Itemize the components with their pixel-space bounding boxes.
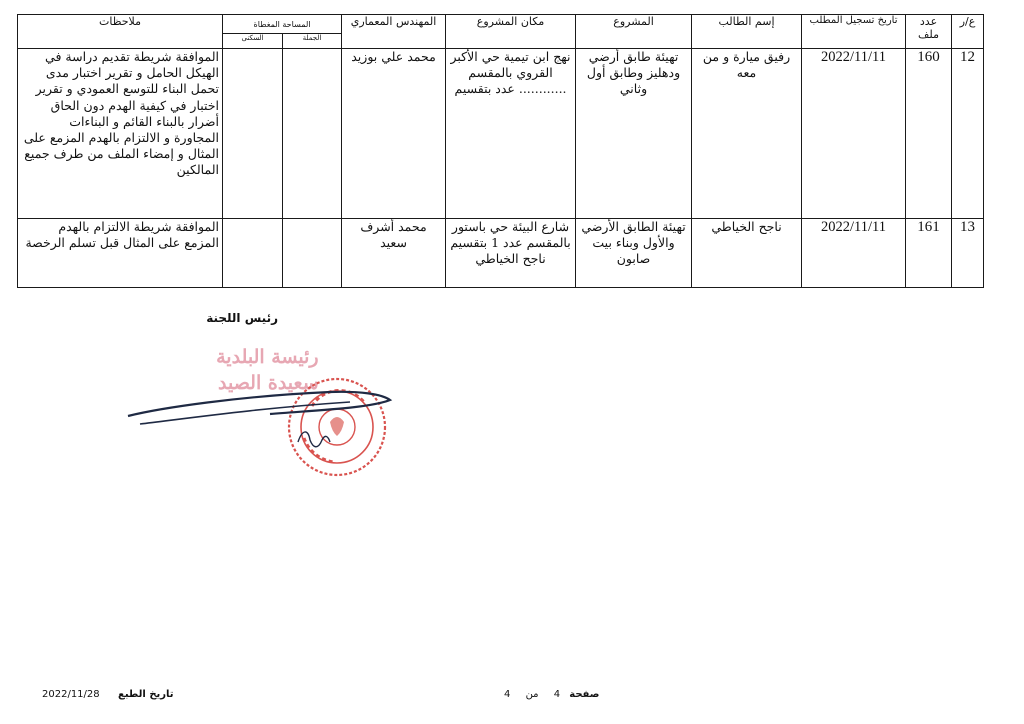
print-date-label: تاريخ الطبع [118, 689, 174, 700]
stamp-line-title: رئيسة البلدية [216, 346, 319, 368]
row-location: نهج ابن تيمية حي الأكبر القروي بالمقسم ............ عدد بتقسيم [446, 49, 576, 219]
row-date: 2022/11/11 [802, 219, 906, 288]
page-indicator [498, 689, 607, 700]
page-label: صفحة [569, 689, 600, 700]
page-of: من [525, 689, 539, 700]
row-num: 12 [952, 49, 984, 219]
row-applicant: رفيق ميارة و من معه [692, 49, 802, 219]
row-area-residential [223, 49, 283, 219]
row-applicant: ناجح الخياطي [692, 219, 802, 288]
header-architect: المهندس المعماري [342, 15, 446, 49]
header-location: مكان المشروع [446, 15, 576, 49]
row-notes: الموافقة شريطة تقديم دراسة في الهيكل الحامل و تقرير اختبار مدى تحمل البناء للتوسع العمودي و تقرير اختبار في كيفية الهدم دون الحاق أضرار بالبناء القائم و البناءات المجاورة و الالتزام بالهدم المزمع على المثال و إمضاء الملف من طرف جميع المالكين [18, 49, 223, 219]
row-notes: الموافقة شريطة الالتزام بالهدم المزمع على المثال قبل تسلم الرخصة [18, 219, 223, 288]
header-covered-area: المساحة المغطاة [223, 15, 342, 34]
header-notes: ملاحظات [18, 15, 223, 49]
row-date: 2022/11/11 [802, 49, 906, 219]
row-project: تهيئة الطابق الأرضي والأول وبناء بيت صابون [576, 219, 692, 288]
header-file-no: عدد ملف [906, 15, 952, 49]
row-area-residential [223, 219, 283, 288]
row-file-no: 160 [906, 49, 952, 219]
page-current: 4 [553, 689, 561, 700]
permits-table [17, 14, 984, 288]
page-total: 4 [504, 689, 511, 700]
row-area-total [283, 219, 342, 288]
header-applicant: إسم الطالب [692, 15, 802, 49]
table-row [18, 219, 984, 288]
signature-icon [120, 378, 400, 468]
row-architect: محمد أشرف سعيد [342, 219, 446, 288]
header-request-date: تاريخ تسجيل المطلب [802, 15, 906, 49]
row-location: شارع البيئة حي باستور بالمقسم عدد 1 بتقسيم ناجح الخياطي [446, 219, 576, 288]
row-num: 13 [952, 219, 984, 288]
row-area-total [283, 49, 342, 219]
header-area-total: الجملة [283, 34, 342, 49]
stamp-line-name: سعيدة الصيد [218, 372, 319, 394]
row-file-no: 161 [906, 219, 952, 288]
header-row [18, 15, 984, 34]
header-num: ع/ر [952, 15, 984, 49]
committee-chair-label: رئيس اللجنة [206, 311, 278, 325]
row-project: تهيئة طابق أرضي ودهليز وطابق أول وثاني [576, 49, 692, 219]
header-project: المشروع [576, 15, 692, 49]
header-area-residential: السكنى [223, 34, 283, 49]
table-row [18, 49, 984, 219]
print-date: 2022/11/28 [42, 689, 100, 700]
row-architect: محمد علي بوزيد [342, 49, 446, 219]
